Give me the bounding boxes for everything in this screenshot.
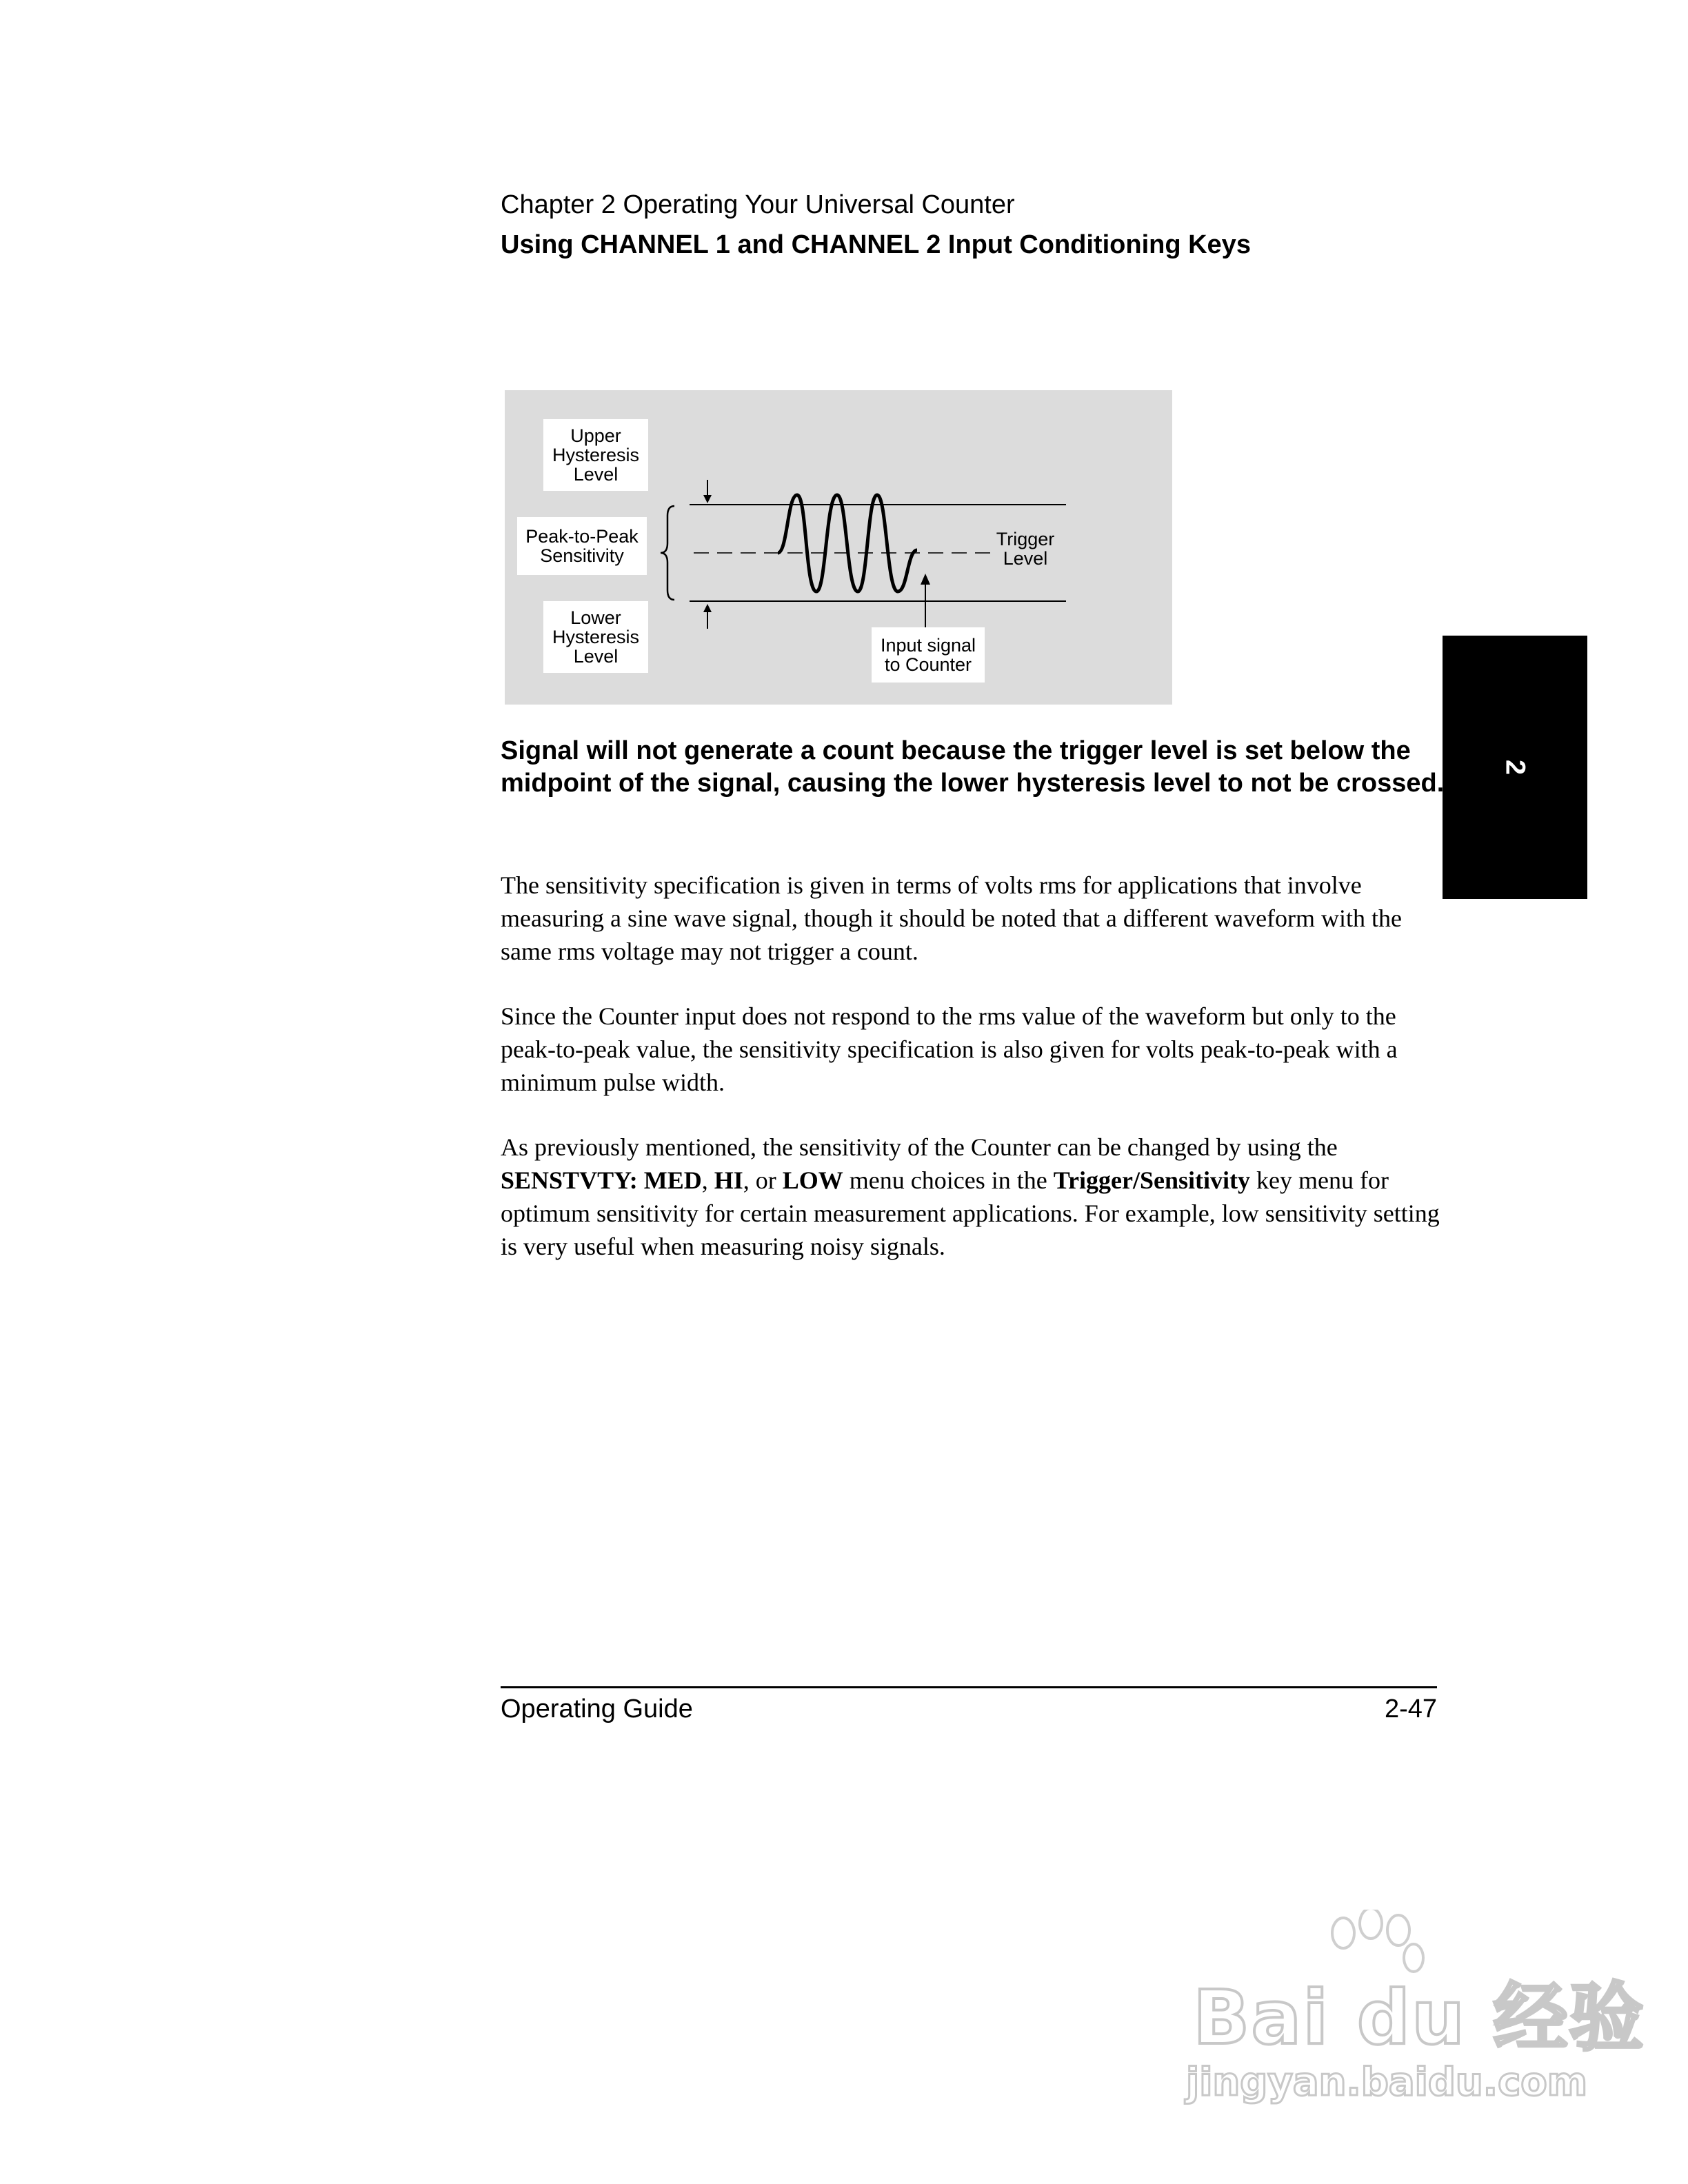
- input-signal-waveform: [778, 495, 917, 592]
- hysteresis-figure: [505, 390, 1172, 705]
- chapter-tab-label: 2: [1500, 759, 1531, 776]
- figure-caption: Signal will not generate a count because the trigger level is set below the midpoint of the signal, causing the lower hysteresis level to not be crossed.: [501, 736, 1445, 798]
- upper-hysteresis-label: Upper Hysteresis Level: [543, 419, 648, 491]
- page-number: 2-47: [1384, 1695, 1437, 1723]
- chapter-heading: Chapter 2 Operating Your Universal Counter: [501, 190, 1015, 219]
- watermark-url: jingyan.baidu.com: [1186, 2060, 1588, 2105]
- peak-to-peak-label: Peak-to-Peak Sensitivity: [517, 517, 647, 575]
- input-arrow-icon: [921, 574, 930, 585]
- footer-guide-title: Operating Guide: [501, 1695, 693, 1723]
- baidu-watermark: [1165, 1910, 1645, 2116]
- upper-arrow-icon: [703, 495, 712, 503]
- hi-term: HI: [714, 1166, 743, 1194]
- footer-rule: [501, 1686, 1437, 1688]
- paragraph-1: The sensitivity specification is given in terms of volts rms for applications that involve measuring a sine wave signal, though it should be noted that a different waveform with the same rms voltage may not trigger a count.: [501, 871, 1403, 965]
- low-term: LOW: [782, 1166, 843, 1194]
- section-heading: Using CHANNEL 1 and CHANNEL 2 Input Conditioning Keys: [501, 230, 1251, 259]
- chapter-tab: [1443, 636, 1587, 899]
- paragraph-3: As previously mentioned, the sensitivity of the Counter can be changed by using the SENSTVTY: MED, HI, or LOW menu choices in the Trigger/Sensitivity key menu for optimum sensitivity for certain measurement applications. For example, low sensitivity setting is very useful when measuring noisy signals.: [501, 1133, 1440, 1260]
- brace-icon: [661, 506, 674, 600]
- input-signal-label: Input signal to Counter: [872, 627, 985, 682]
- trigger-sensitivity-term: Trigger/Sensitivity: [1053, 1166, 1250, 1194]
- watermark-brand: Bai du 经验: [1193, 1975, 1645, 2061]
- trigger-level-label: Trigger Level: [996, 529, 1055, 569]
- paragraph-2: Since the Counter input does not respond to the rms value of the waveform but only to the peak-to-peak value, the sensitivity specification is also given for volts peak-to-peak with a minimum pulse width.: [501, 1002, 1398, 1096]
- lower-arrow-icon: [703, 604, 712, 612]
- lower-hysteresis-label: Lower Hysteresis Level: [543, 601, 648, 673]
- senstvty-med-term: SENSTVTY: MED: [501, 1166, 702, 1194]
